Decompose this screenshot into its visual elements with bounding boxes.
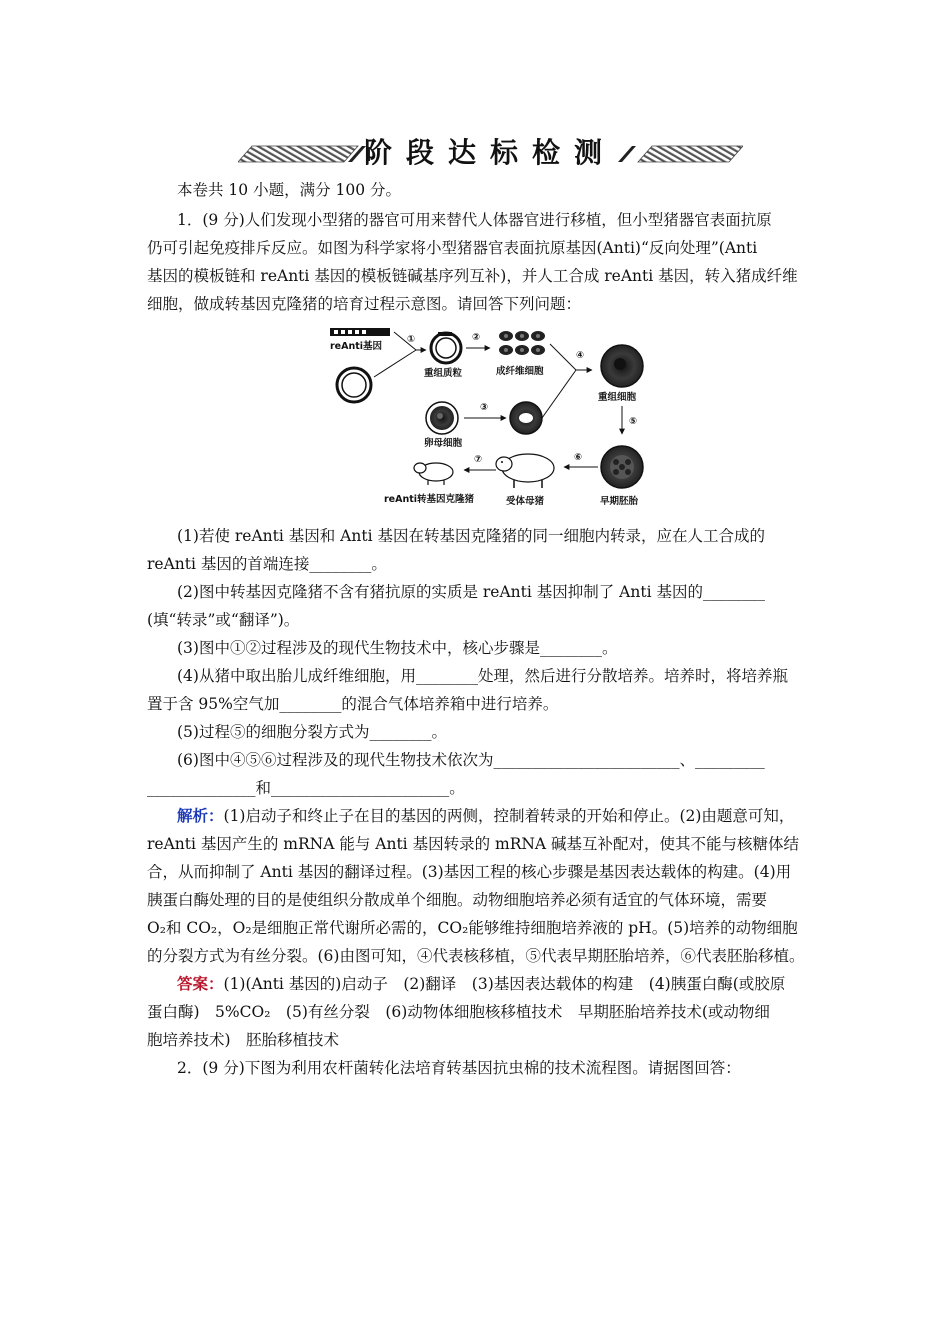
step-3: ③ xyxy=(480,402,489,413)
question1-line-2: 仍可引起免疫排斥反应。如图为科学家将小型猪器官表面抗原基因(Anti)“反向处理”(Anti xyxy=(147,239,758,257)
cloned-pig-icon xyxy=(414,463,453,485)
analysis-line-6: 的分裂方式为有丝分裂。(6)由图可知，④代表核移植，⑤代表早期胚胎培养，⑥代表胚胎移植。 xyxy=(147,947,805,965)
recombinant-plasmid-icon xyxy=(431,332,461,363)
step-6: ⑥ xyxy=(574,452,583,463)
plasmid-icon xyxy=(337,368,371,402)
step-5: ⑤ xyxy=(629,416,638,427)
label-early-embryo: 早期胚胎 xyxy=(600,496,639,507)
reanti-gene-icon xyxy=(330,328,390,336)
analysis-line-3: 合，从而抑制了 Anti 基因的翻译过程。(3)基因工程的核心步骤是基因表达载体的构建。(4)用 xyxy=(147,863,792,881)
label-recipient-sow: 受体母猪 xyxy=(506,496,545,507)
subq-4-line-2: 置于含 95%空气加________的混合气体培养箱中进行培养。 xyxy=(147,695,559,713)
analysis-line-4: 胰蛋白酶处理的目的是使组织分散成单个细胞。动物细胞培养必须有适宜的气体环境，需要 xyxy=(147,891,768,909)
subq-2-line-2: (填“转录”或“翻译”)。 xyxy=(147,611,300,629)
answer-line-1 xyxy=(177,974,812,994)
question1-line-4: 细胞，做成转基因克隆猪的培育过程示意图。请回答下列问题： xyxy=(147,295,582,313)
enucleated-oocyte-icon xyxy=(510,402,542,434)
subq-6-line-2: ______________和_______________________。 xyxy=(147,779,465,797)
label-recombinant-cell: 重组细胞 xyxy=(598,392,637,403)
label-recombinant-plasmid: 重组质粒 xyxy=(424,368,463,379)
oocyte-icon xyxy=(426,402,458,434)
subq-1-line-1: (1)若使 reAnti 基因和 Anti 基因在转基因克隆猪的同一细胞内转录，应在人工合成的 xyxy=(177,527,765,545)
step-7: ⑦ xyxy=(474,454,483,465)
analysis-line-5: O₂和 CO₂，O₂是细胞正常代谢所必需的，CO₂能够维持细胞培养液的 pH。(5)培养的动物细胞 xyxy=(147,919,798,937)
step-4: ④ xyxy=(576,350,585,361)
label-oocyte: 卵母细胞 xyxy=(424,438,463,449)
step-2: ② xyxy=(472,332,481,343)
subq-2-line-1: (2)图中转基因克隆猪不含有猪抗原的实质是 reAnti 基因抑制了 Anti 基因的________ xyxy=(177,583,765,601)
analysis-text-1: (1)启动子和终止子在目的基因的两侧，控制着转录的开始和停止。(2)由题意可知， xyxy=(223,807,795,825)
subq-1-line-2: reAnti 基因的首端连接________。 xyxy=(147,555,387,573)
intro-text: 本卷共 10 小题，满分 100 分。 xyxy=(177,181,402,199)
recipient-sow-icon xyxy=(496,454,554,488)
subq-4-line-1: (4)从猪中取出胎儿成纤维细胞，用________处理，然后进行分散培养。培养时，将培养瓶 xyxy=(177,667,788,685)
label-cloned-pig: reAnti转基因克隆猪 xyxy=(384,494,475,505)
early-embryo-icon xyxy=(601,446,643,488)
fibroblast-cells-icon xyxy=(499,331,545,355)
answer-label: 答案： xyxy=(177,974,224,993)
step-1: ① xyxy=(407,334,416,345)
process-diagram xyxy=(324,322,654,512)
label-fibroblast: 成纤维细胞 xyxy=(496,366,544,377)
section-title: 阶段达标检测 xyxy=(363,136,616,169)
answer-line-2: 蛋白酶) 5%CO₂ (5)有丝分裂 (6)动物体细胞核移植技术 早期胚胎培养技术(或动物细 xyxy=(147,1003,770,1021)
answer-text-1: (1)(Anti 基因的)启动子 (2)翻译 (3)基因表达载体的构建 (4)胰蛋白酶(或胶原 xyxy=(223,975,786,993)
answer-line-3: 胞培养技术) 胚胎移植技术 xyxy=(147,1031,340,1049)
question1-line-1: 1．(9 分)人们发现小型猪的器官可用来替代人体器官进行移植，但小型猪器官表面抗原 xyxy=(177,211,772,229)
label-reanti-gene: reAnti基因 xyxy=(330,341,383,352)
question1-line-3: 基因的模板链和 reAnti 基因的模板链碱基序列互补)，并人工合成 reAnti 基因，转入猪成纤维 xyxy=(147,267,798,285)
subq-5: (5)过程⑤的细胞分裂方式为________。 xyxy=(177,723,447,741)
analysis-line-1 xyxy=(177,806,812,826)
analysis-line-2: reAnti 基因产生的 mRNA 能与 Anti 基因转录的 mRNA 碱基互补配对，使其不能与核糖体结 xyxy=(147,835,800,853)
subq-3: (3)图中①②过程涉及的现代生物技术中，核心步骤是________。 xyxy=(177,639,618,657)
subq-6-line-1: (6)图中④⑤⑥过程涉及的现代生物技术依次为________________________、_________ xyxy=(177,751,765,769)
recombinant-cell-icon xyxy=(601,345,643,387)
question2-line: 2．(9 分)下图为利用农杆菌转化法培育转基因抗虫棉的技术流程图。请据图回答： xyxy=(177,1059,741,1077)
analysis-label: 解析： xyxy=(177,806,224,825)
